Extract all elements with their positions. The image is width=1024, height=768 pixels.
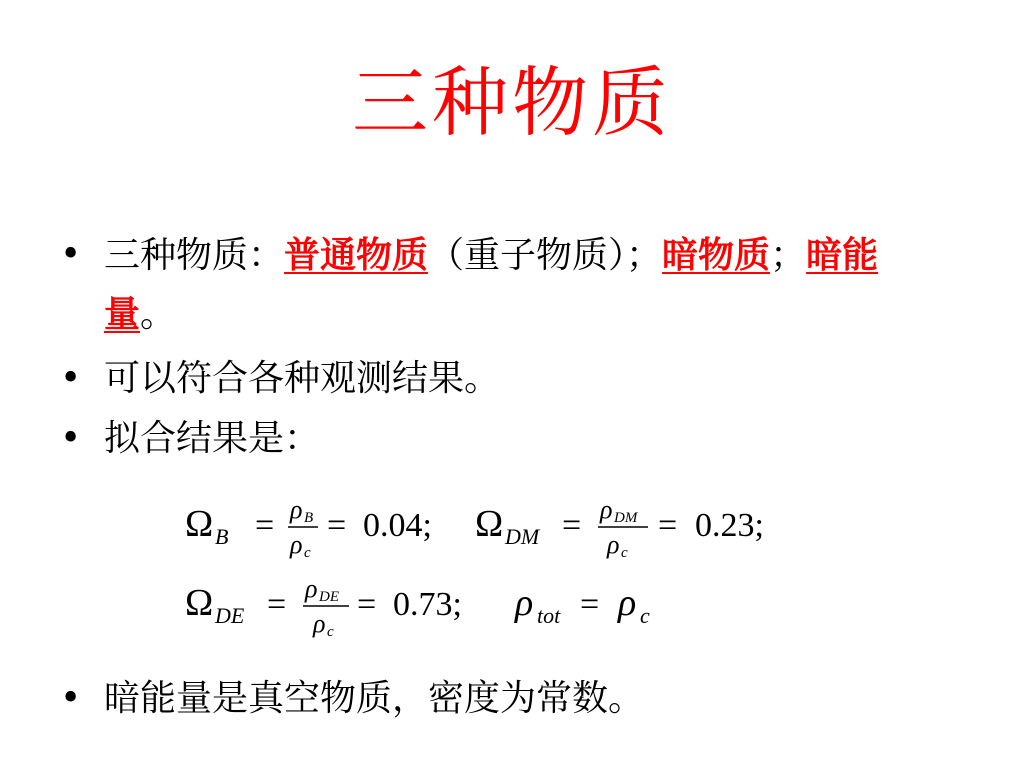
equals-sign: = [580,586,600,623]
highlight-ordinary-matter: 普通物质 [284,234,429,276]
bullet-text-part: ； [770,235,807,276]
equation-svg-2 [185,575,885,645]
subscript-dm-small: DM [614,510,638,526]
equation-line-1 [185,495,885,561]
subscript-c-small: c [327,624,334,640]
bullet-item-dark-energy-vacuum [60,670,940,728]
omega-symbol: Ω [185,503,214,545]
bullet-marker: • [60,678,82,719]
subscript-c: c [640,603,650,628]
bullet-marker: • [60,418,82,459]
subscript-de-small: DE [319,589,339,605]
rho-numerator: ρ [290,495,303,524]
equals-sign: = [267,586,287,623]
subscript-b-small: B [304,510,314,526]
subscript-c-small: c [304,545,311,561]
subscript-de: DE [215,603,245,628]
highlight-dark-energy: 暗能量 [104,234,879,335]
bullet-marker: • [60,358,82,399]
equation-svg-1 [185,496,885,566]
bullet-text-part: 三种物质： [104,235,285,276]
value-omega-dm: 0.23; [695,507,764,544]
bullet-item-observations [60,350,940,408]
rho-denominator: ρ [313,609,326,638]
bullet-text: 暗能量是真空物质，密度为常数。 [104,678,645,719]
rho-total: ρ [515,582,534,624]
rho-critical: ρ [618,582,637,624]
equals-sign: = [658,507,678,544]
bullet-text-part: 。 [140,294,177,335]
omega-symbol: Ω [185,582,214,624]
subscript-c-small: c [621,545,628,561]
bullet-item-three-kinds [60,226,940,344]
rho-numerator: ρ [600,495,613,524]
bullet-text [104,226,940,344]
equals-sign: = [255,507,275,544]
rho-numerator: ρ [305,574,318,603]
bullet-text: 拟合结果是： [104,418,321,459]
subscript-b: B [215,524,229,549]
equation-line-2 [185,574,885,640]
rho-denominator: ρ [290,530,303,559]
omega-symbol: Ω [475,503,504,545]
rho-denominator: ρ [607,530,620,559]
slide-title: 三种物质 [352,58,672,147]
bullet-text: 可以符合各种观测结果。 [104,358,501,399]
value-omega-b: 0.04; [363,507,432,544]
bullet-text-part: （重子物质）； [428,235,663,276]
equals-sign: = [562,507,582,544]
highlight-dark-matter: 暗物质 [662,234,771,276]
equals-sign: = [327,507,347,544]
subscript-tot: tot [537,603,561,628]
subscript-dm: DM [505,524,540,549]
value-omega-de: 0.73; [393,586,462,623]
bullet-marker: • [60,234,82,275]
bullet-item-fit-results [60,410,940,468]
equals-sign: = [357,586,377,623]
